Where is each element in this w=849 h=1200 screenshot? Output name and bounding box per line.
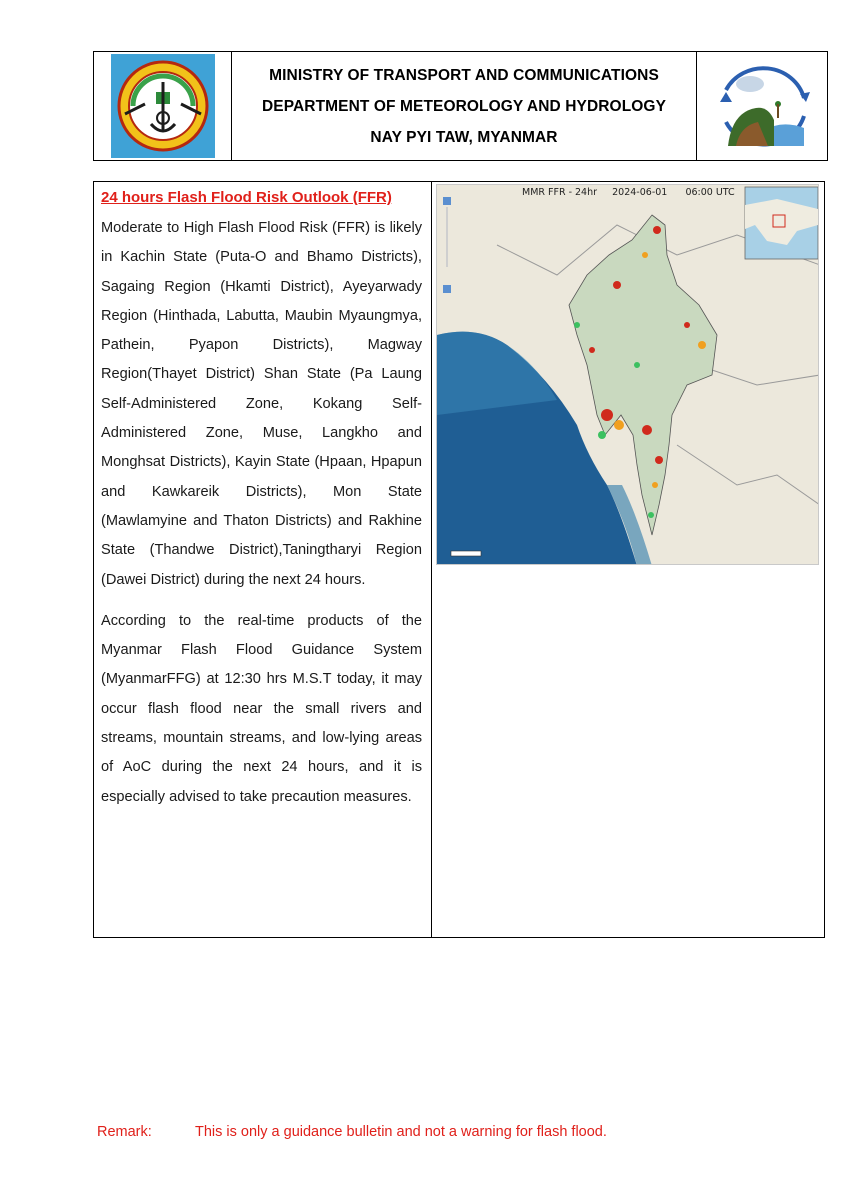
hydrological-cycle-logo [708,56,816,156]
remark-text: This is only a guidance bulletin and not a warning for flash flood. [195,1124,607,1140]
department-title: DEPARTMENT OF METEOROLOGY AND HYDROLOGY [261,97,667,115]
remark-label: Remark: [97,1124,152,1140]
ministry-title: MINISTRY OF TRANSPORT AND COMMUNICATIONS [269,66,659,84]
remark [97,1124,607,1140]
risk-paragraph: Moderate to High Flash Flood Risk (FFR) is likely in Kachin State (Puta-O and Bhamo Districts), Sagaing Region (Hkamti District), Ayeyarwady Region (Hinthada, Labutta, Maubin Myaungmya, Pathein, Pyapon Districts), Magway Region(Thayet District) Shan State (Pa Laung Self-Administered Zone, Kokang Self-Administered Zone, Muse, Langkho and Monghsat Districts), Kayin State (Hpaan, Hpapun and Kawkareik Districts), Mon State (Mawlamyine and Thaton Districts) and Rakhine State (Thandwe District),Taningtharyi Region (Dawei District) during the next 24 hours. [101,220,422,588]
left-logo-cell [94,52,232,160]
map-caption: MMR FFR - 24hr 2024-06-01 06:00 UTC [522,187,735,198]
map-column [432,182,824,937]
ffr-map-graphic [437,185,819,565]
header-title-block [232,52,697,160]
scale-bar [451,551,481,556]
location-title: NAY PYI TAW, MYANMAR [370,128,558,146]
ffg-paragraph: According to the real-time products of the Myanmar Flash Flood Guidance System (MyanmarFFG) at 12:30 hrs M.S.T today, it may occur flash flood near the small rivers and streams, mountain streams, and low-lying areas of AoC during the next 24 hours, and it is especially advised to take precaution measures. [101,612,422,805]
text-column [94,182,432,937]
outlook-table [93,181,825,938]
header-table [93,51,828,161]
ministry-emblem-logo [111,54,215,158]
inset-map [745,187,818,259]
ffr-heading: 24 hours Flash Flood Risk Outlook (FFR) [101,189,392,206]
right-logo-cell [697,52,827,160]
ffr-map[interactable] [436,184,819,565]
